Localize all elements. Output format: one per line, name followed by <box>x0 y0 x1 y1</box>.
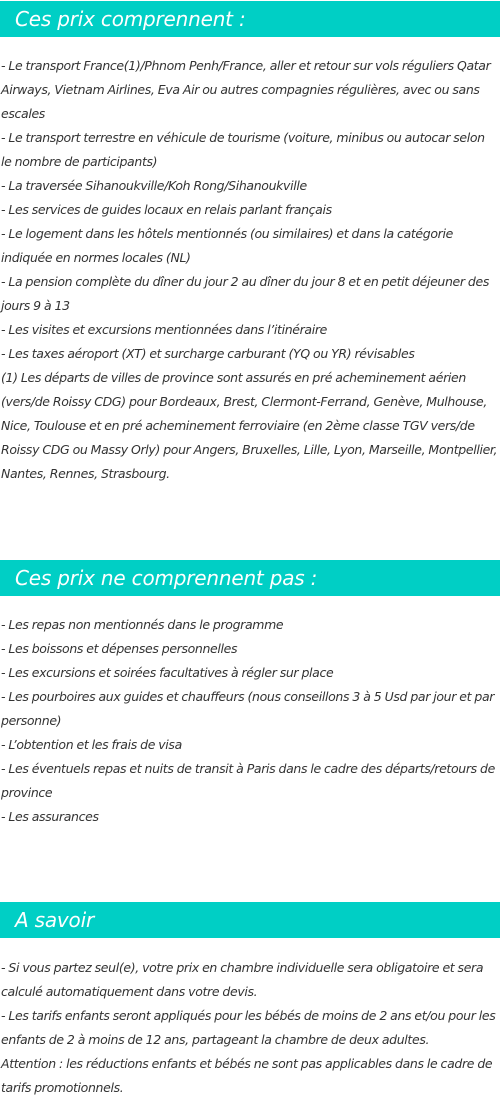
list-item: - Le transport terrestre en véhicule de tourisme (voiture, minibus ou autocar selon le nombre de participants) <box>1 130 485 169</box>
list-item: - La pension complète du dîner du jour 2 au dîner du jour 8 et en petit déjeuner des jours 9 à 13 <box>1 274 489 313</box>
list-item: - La traversée Sihanoukville/Koh Rong/Sihanoukville <box>1 178 307 193</box>
footnote: (1) Les départs de villes de province sont assurés en pré acheminement aérien (vers/de Roissy CDG) pour Bordeaux, Brest, Clermont-Ferrand, Genève, Mulhouse, Nice, Toulouse et en pré acheminement ferroviaire (en 2ème classe TGV vers/de Roissy CDG ou Massy Orly) pour Angers, Bruxelles, Lille, Lyon, Marseille, Montpellier, Nantes, Rennes, Strasbourg. <box>1 370 498 481</box>
list-item: - Les repas non mentionnés dans le programme <box>1 617 284 632</box>
section-title-good-to-know: A savoir <box>15 908 94 932</box>
section-title-not-included: Ces prix ne comprennent pas : <box>15 566 318 590</box>
section-header-good-to-know <box>0 902 500 938</box>
not-included-list <box>0 613 500 829</box>
list-item: - Les services de guides locaux en relais parlant français <box>1 202 332 217</box>
list-item: - Les tarifs enfants seront appliqués pour les bébés de moins de 2 ans et/ou pour les enfants de 2 à moins de 12 ans, partageant la chambre de deux adultes. <box>1 1008 496 1047</box>
list-item: - L’obtention et les frais de visa <box>1 737 182 752</box>
list-item: - Les visites et excursions mentionnées dans l’itinéraire <box>1 322 327 337</box>
note: Attention : les réductions enfants et bébés ne sont pas applicables dans le cadre de tarifs promotionnels. <box>1 1056 493 1095</box>
included-list <box>0 54 500 486</box>
list-item: - Les boissons et dépenses personnelles <box>1 641 238 656</box>
list-item: - Le logement dans les hôtels mentionnés (ou similaires) et dans la catégorie indiquée en normes locales (NL) <box>1 226 453 265</box>
list-item: - Les excursions et soirées facultatives à régler sur place <box>1 665 334 680</box>
list-item: - Les pourboires aux guides et chauffeurs (nous conseillons 3 à 5 Usd par jour et par personne) <box>1 689 495 728</box>
good-to-know-list <box>0 956 500 1100</box>
section-header-not-included <box>0 560 500 596</box>
list-item: - Les éventuels repas et nuits de transit à Paris dans le cadre des départs/retours de province <box>1 761 495 800</box>
section-header-included <box>0 1 500 37</box>
section-title-included: Ces prix comprennent : <box>15 7 246 31</box>
list-item: - Le transport France(1)/Phnom Penh/France, aller et retour sur vols réguliers Qatar Airways, Vietnam Airlines, Eva Air ou autres compagnies régulières, avec ou sans escales <box>1 58 491 121</box>
list-item: - Les taxes aéroport (XT) et surcharge carburant (YQ ou YR) révisables <box>1 346 415 361</box>
list-item: - Si vous partez seul(e), votre prix en chambre individuelle sera obligatoire et sera calculé automatiquement dans votre devis. <box>1 960 484 999</box>
list-item: - Les assurances <box>1 809 99 824</box>
